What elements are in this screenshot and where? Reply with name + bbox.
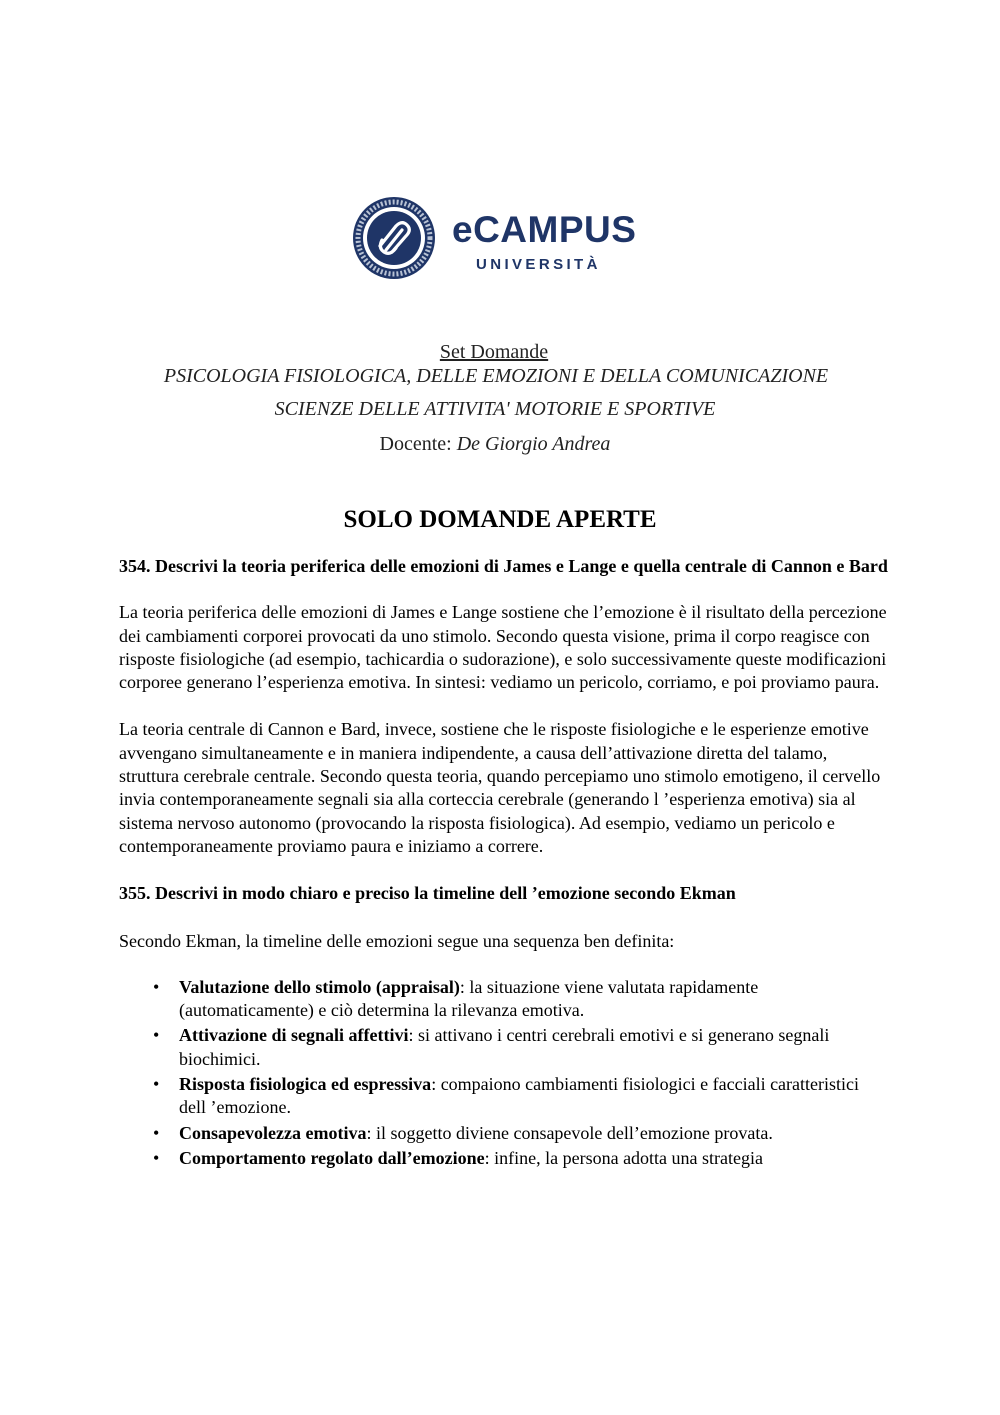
document-body (119, 555, 889, 1172)
list-item-text: : il soggetto diviene consapevole dell’emozione provata. (366, 1122, 773, 1143)
page-title: SOLO DOMANDE APERTE (343, 506, 657, 533)
list-item (179, 1147, 889, 1170)
brand-name: eCAMPUS (452, 209, 637, 250)
question-title: 355. Descrivi in modo chiaro e preciso la timeline dell ’emozione secondo Ekman (119, 883, 736, 904)
university-seal-icon (352, 196, 436, 280)
question-title: 354. Descrivi la teoria periferica delle emozioni di James e Lange e quella centrale di Cannon e Bard (119, 556, 888, 576)
docente-label: Docente: (379, 433, 457, 455)
list-item-text: : la situazione viene valutata rapidamente (automaticamente) e ciò determina la rilevanza emotiva. (179, 976, 759, 1021)
timeline-list (119, 976, 889, 1170)
set-title: Set Domande (439, 341, 549, 363)
list-item-term: Comportamento regolato dall’emozione (179, 1147, 485, 1168)
list-item-term: Risposta fisiologica ed espressiva (179, 1074, 432, 1095)
list-item-term: Consapevolezza emotiva (179, 1122, 367, 1143)
docente-name: De Giorgio Andrea (456, 433, 611, 455)
course-title: PSICOLOGIA FISIOLOGICA, DELLE EMOZIONI E DELLA COMUNICAZIONE (163, 365, 829, 387)
brand-subtitle: UNIVERSITÀ (476, 256, 601, 273)
answer-paragraph: La teoria periferica delle emozioni di James e Lange sostiene che l’emozione è il risultato della percezione dei cambiamenti corporei provocati da uno stimolo. Secondo questa visione, prima il corpo reagisce con risposte fisiologiche (ad esempio, tachicardia o sudorazione), e solo successivamente queste modificazioni corporee generano l’esperienza emotiva. In sintesi: vediamo un pericolo, corriamo, e poi proviamo paura. (119, 602, 887, 693)
list-item-text: : compaiono cambiamenti fisiologici e facciali caratteristici dell ’emozione. (179, 1074, 860, 1118)
list-item (179, 1073, 889, 1120)
list-item-text: : infine, la persona adotta una strategia (484, 1147, 764, 1168)
list-item (179, 976, 889, 1023)
answer-intro: Secondo Ekman, la timeline delle emozioni segue una sequenza ben definita: (119, 930, 675, 951)
docente-line (0, 433, 995, 456)
answer-paragraph: La teoria centrale di Cannon e Bard, invece, sostiene che le risposte fisiologiche e le esperienze emotive avvengano simultaneamente e in maniera indipendente, a causa dell’attivazione diretta del talamo, struttura cerebrale centrale. Secondo questa teoria, quando percepiamo uno stimolo emotigeno, il cervello invia contemporaneamente segnali sia alla corteccia cerebrale (generando l ’esperienza emotiva) sia al sistema nervoso autonomo (provocando la risposta fisiologica). Ad esempio, vediamo un pericolo e contemporaneamente proviamo paura e iniziamo a correre. (119, 719, 881, 856)
ecampus-logo (352, 196, 652, 280)
list-item-text: : si attivano i centri cerebrali emotivi e si generano segnali biochimici. (179, 1025, 830, 1069)
list-item-term: Attivazione di segnali affettivi (179, 1025, 409, 1046)
list-item (179, 1122, 889, 1145)
list-item (179, 1024, 889, 1071)
list-item-term: Valutazione dello stimolo (appraisal) (179, 976, 460, 997)
degree-title: SCIENZE DELLE ATTIVITA' MOTORIE E SPORTIVE (274, 398, 716, 420)
